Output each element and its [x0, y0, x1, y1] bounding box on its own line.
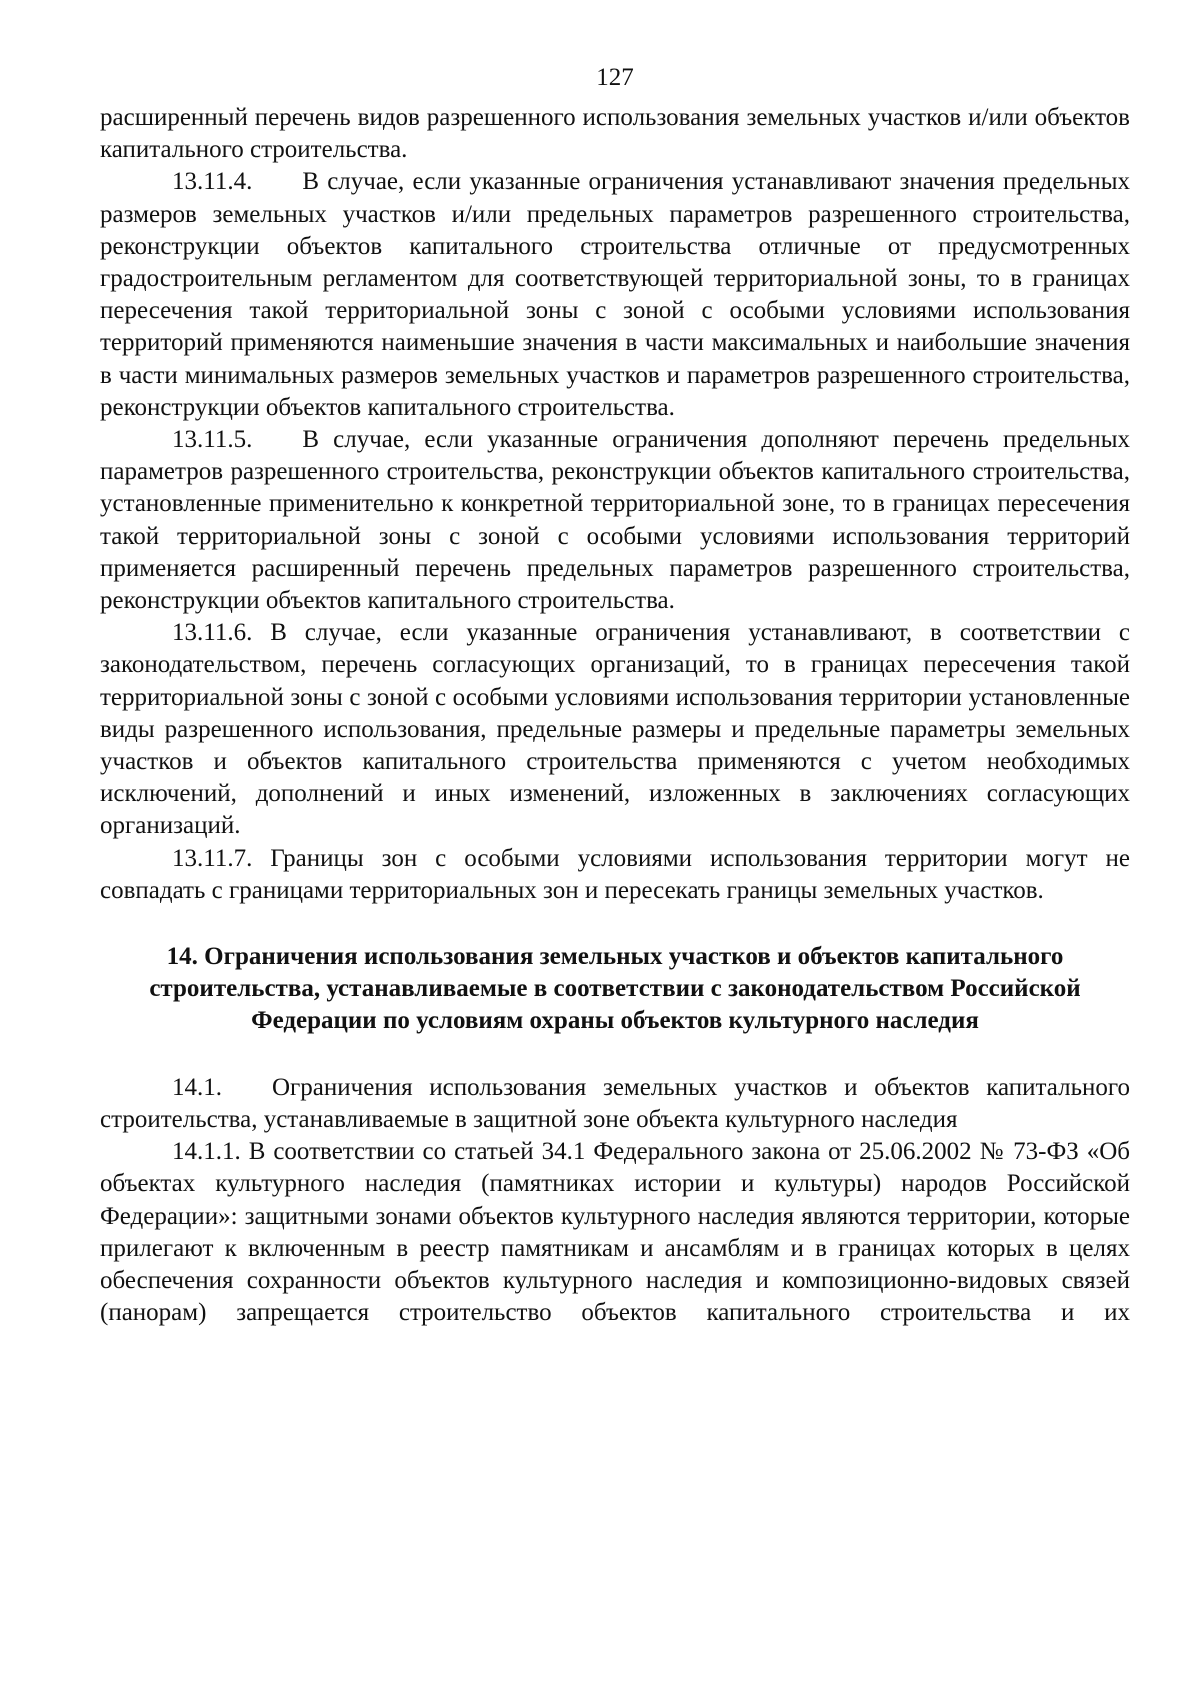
- paragraph-13-11-5: 13.11.5. В случае, если указанные ограничения дополняют перечень предельных параметров разрешенного строительства, реконструкции объектов капитального строительства, установленные применительно к конкретной территориальной зоне, то в границах пересечения такой территориальной зоны с зоной с особыми условиями использования территорий применяется расширенный перечень предельных параметров разрешенного строительства, реконструкции объектов капитального строительства.: [100, 426, 1130, 615]
- paragraph-13-11-4: 13.11.4. В случае, если указанные ограничения устанавливают значения предельных размеров земельных участков и/или предельных параметров разрешенного строительства, реконструкции объектов капитального строительства отличные от предусмотренных градостроительным регламентом для соответствующей территориальной зоны, то в границах пересечения такой территориальной зоны с зоной с особыми условиями использования территорий применяются наименьшие значения в части максимальных и наибольшие значения в части минимальных размеров земельных участков и параметров разрешенного строительства, реконструкции объектов капитального строительства.: [100, 168, 1130, 421]
- document-page: [100, 62, 1130, 1329]
- paragraph-14-1-1: 14.1.1. В соответствии со статьей 34.1 Федерального закона от 25.06.2002 № 73-ФЗ «Об объектах культурного наследия (памятниках истории и культуры) народов Российской Федерации»: защитными зонами объектов культурного наследия являются территории, которые прилегают к включенным в реестр памятникам и ансамблям и в границах которых в целях обеспечения сохранности объектов культурного наследия и композиционно-видовых связей (панорам) запрещается строительство объектов капитального строительства и их: [100, 1138, 1130, 1327]
- paragraph-13-11-6: 13.11.6. В случае, если указанные ограничения устанавливают, в соответствии с законодательством, перечень согласующих организаций, то в границах пересечения такой территориальной зоны с зоной с особыми условиями использования территории установленные виды разрешенного использования, предельные размеры и предельные параметры земельных участков и объектов капитального строительства применяются с учетом необходимых исключений, дополнений и иных изменений, изложенных в заключениях согласующих организаций.: [100, 619, 1130, 840]
- paragraph-continuation: расширенный перечень видов разрешенного использования земельных участков и/или объектов капитального строительства.: [100, 104, 1130, 164]
- section-14-title: 14. Ограничения использования земельных участков и объектов капитального строительства, устанавливаемые в соответствии с законодательством Российской Федерации по условиям охраны объектов культурного наследия: [149, 943, 1081, 1035]
- paragraph-13-11-7: 13.11.7. Границы зон с особыми условиями использования территории могут не совпадать с границами территориальных зон и пересекать границы земельных участков.: [100, 844, 1130, 904]
- page-number: 127: [596, 64, 634, 91]
- paragraph-14-1: 14.1. Ограничения использования земельных участков и объектов капитального строительства, устанавливаемые в защитной зоне объекта культурного наследия: [100, 1073, 1130, 1133]
